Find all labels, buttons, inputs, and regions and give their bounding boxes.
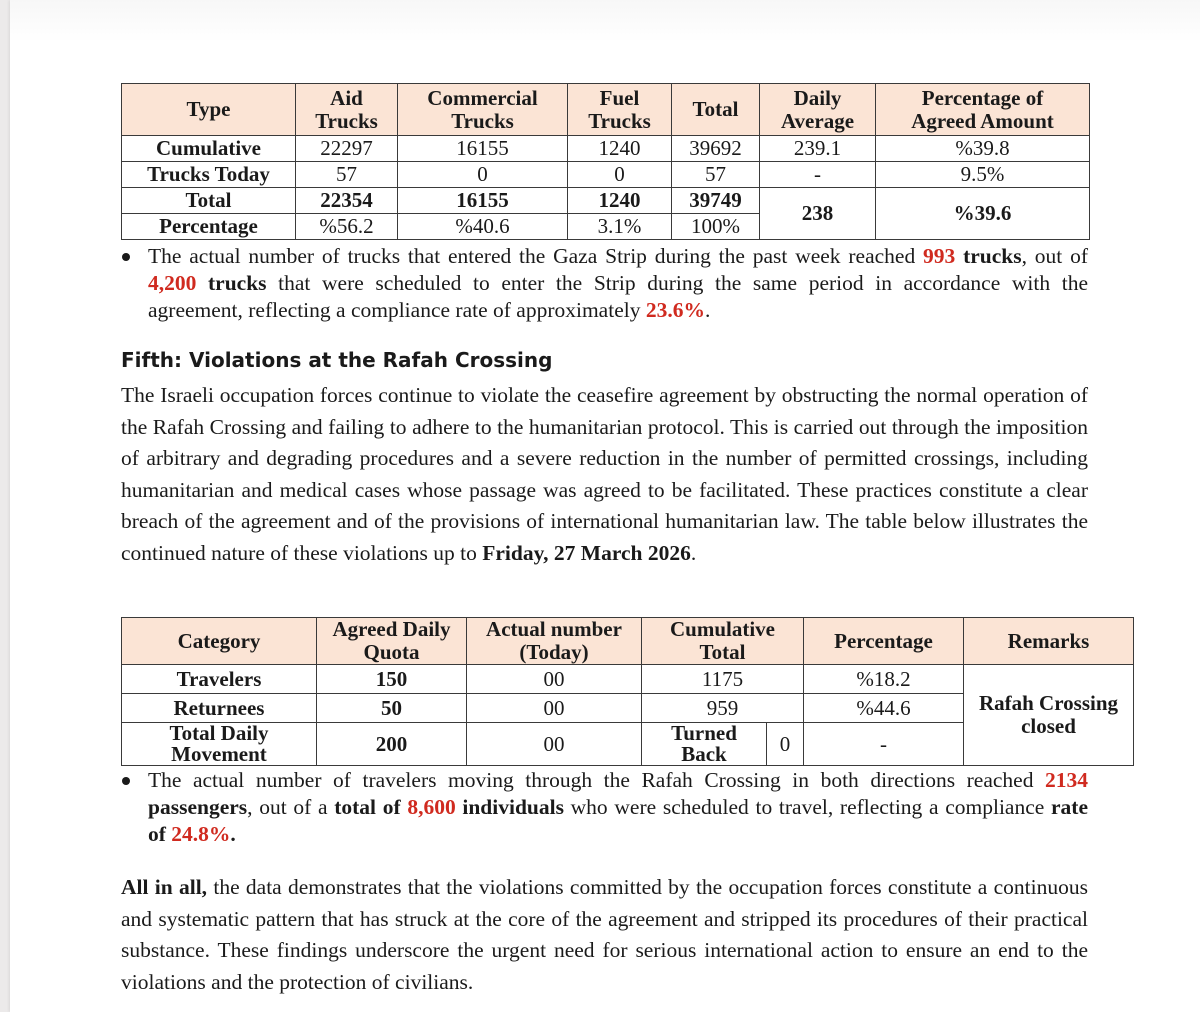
cell: 1240: [568, 136, 672, 162]
cell: 00: [467, 665, 642, 694]
header-percentage-agreed: Percentage of Agreed Amount: [876, 84, 1090, 136]
travelers-summary-bullet: The actual number of travelers moving through the Rafah Crossing in both directions reached 2134 passengers, out of a total of 8,600 individuals who were scheduled to travel, reflecting a compliance rate of 24.8%.: [148, 767, 1088, 848]
cell: %39.8: [876, 136, 1090, 162]
rafah-table: [121, 617, 1134, 766]
turned-back-value: 0: [767, 723, 804, 766]
turned-back-label: Turned Back: [642, 723, 767, 766]
cell: 57: [672, 162, 760, 188]
cell: 0: [568, 162, 672, 188]
row-label: Percentage: [122, 214, 296, 240]
rafah-paragraph: The Israeli occupation forces continue to violate the ceasefire agreement by obstructing the normal operation of the Rafah Crossing and failing to adhere to the humanitarian protocol. This is carried out through the imposition of arbitrary and degrading procedures and a severe reduction in the number of permitted crossings, including humanitarian and medical cases whose passage was agreed to be facilitated. These practices constitute a clear breach of the agreement and of the provisions of international humanitarian law. The table below illustrates the continued nature of these violations up to Friday, 27 March 2026.: [121, 383, 1088, 565]
cell: 22297: [296, 136, 398, 162]
cell: %39.6: [876, 188, 1090, 240]
document-page: [10, 0, 1200, 1012]
cell: 0: [398, 162, 568, 188]
header-agreed-quota: Agreed Daily Quota: [317, 618, 467, 665]
row-label: Cumulative: [122, 136, 296, 162]
cell: 39749: [672, 188, 760, 214]
cell: %44.6: [804, 694, 964, 723]
cell: 16155: [398, 136, 568, 162]
table-row: [122, 665, 1134, 694]
table-row: [122, 162, 1090, 188]
cell: 00: [467, 723, 642, 766]
bullet-dot: [122, 253, 130, 261]
cell: -: [804, 723, 964, 766]
cell: 1240: [568, 188, 672, 214]
cell: 959: [642, 694, 804, 723]
row-label: Travelers: [122, 665, 317, 694]
cell: 22354: [296, 188, 398, 214]
cell: 57: [296, 162, 398, 188]
header-remarks: Remarks: [964, 618, 1134, 665]
section-heading: Fifth: Violations at the Rafah Crossing: [121, 348, 553, 372]
cell: 39692: [672, 136, 760, 162]
header-commercial-trucks: Commercial Trucks: [398, 84, 568, 136]
cell: %40.6: [398, 214, 568, 240]
header-type: Type: [122, 84, 296, 136]
trucks-header-row: [122, 84, 1090, 136]
header-actual-number: Actual number (Today): [467, 618, 642, 665]
bullet-dot: [122, 777, 130, 785]
cell: %56.2: [296, 214, 398, 240]
cell: 00: [467, 694, 642, 723]
cell: 239.1: [760, 136, 876, 162]
header-category: Category: [122, 618, 317, 665]
remarks-cell: Rafah Crossing closed: [964, 665, 1134, 766]
cell: 1175: [642, 665, 804, 694]
row-label: Total Daily Movement: [122, 723, 317, 766]
header-fuel-trucks: Fuel Trucks: [568, 84, 672, 136]
header-cumulative-total: Cumulative Total: [642, 618, 804, 665]
cell: 150: [317, 665, 467, 694]
cell: 50: [317, 694, 467, 723]
rafah-header-row: [122, 618, 1134, 665]
cell: 200: [317, 723, 467, 766]
top-band: [10, 0, 1200, 42]
header-aid-trucks: Aid Trucks: [296, 84, 398, 136]
cell: 3.1%: [568, 214, 672, 240]
table-row: [122, 188, 1090, 214]
cell: %18.2: [804, 665, 964, 694]
cell: 100%: [672, 214, 760, 240]
row-label: Total: [122, 188, 296, 214]
row-label: Trucks Today: [122, 162, 296, 188]
conclusion-paragraph: All in all, the data demonstrates that the violations committed by the occupation forces constitute a continuous and systematic pattern that has struck at the core of the agreement and stripped its procedures of their practical substance. These findings underscore the urgent need for serious international action to ensure an end to the violations and the protection of civilians.: [121, 875, 1088, 994]
cell: 238: [760, 188, 876, 240]
trucks-table: [121, 83, 1090, 240]
cell: 16155: [398, 188, 568, 214]
row-label: Returnees: [122, 694, 317, 723]
cell: -: [760, 162, 876, 188]
header-percentage: Percentage: [804, 618, 964, 665]
header-total: Total: [672, 84, 760, 136]
trucks-summary-bullet: The actual number of trucks that entered the Gaza Strip during the past week reached 993 trucks, out of 4,200 trucks that were scheduled to enter the Strip during the same period in accordance with the agreement, reflecting a compliance rate of approximately 23.6%.: [148, 243, 1088, 324]
cell: 9.5%: [876, 162, 1090, 188]
header-daily-average: Daily Average: [760, 84, 876, 136]
table-row: [122, 136, 1090, 162]
